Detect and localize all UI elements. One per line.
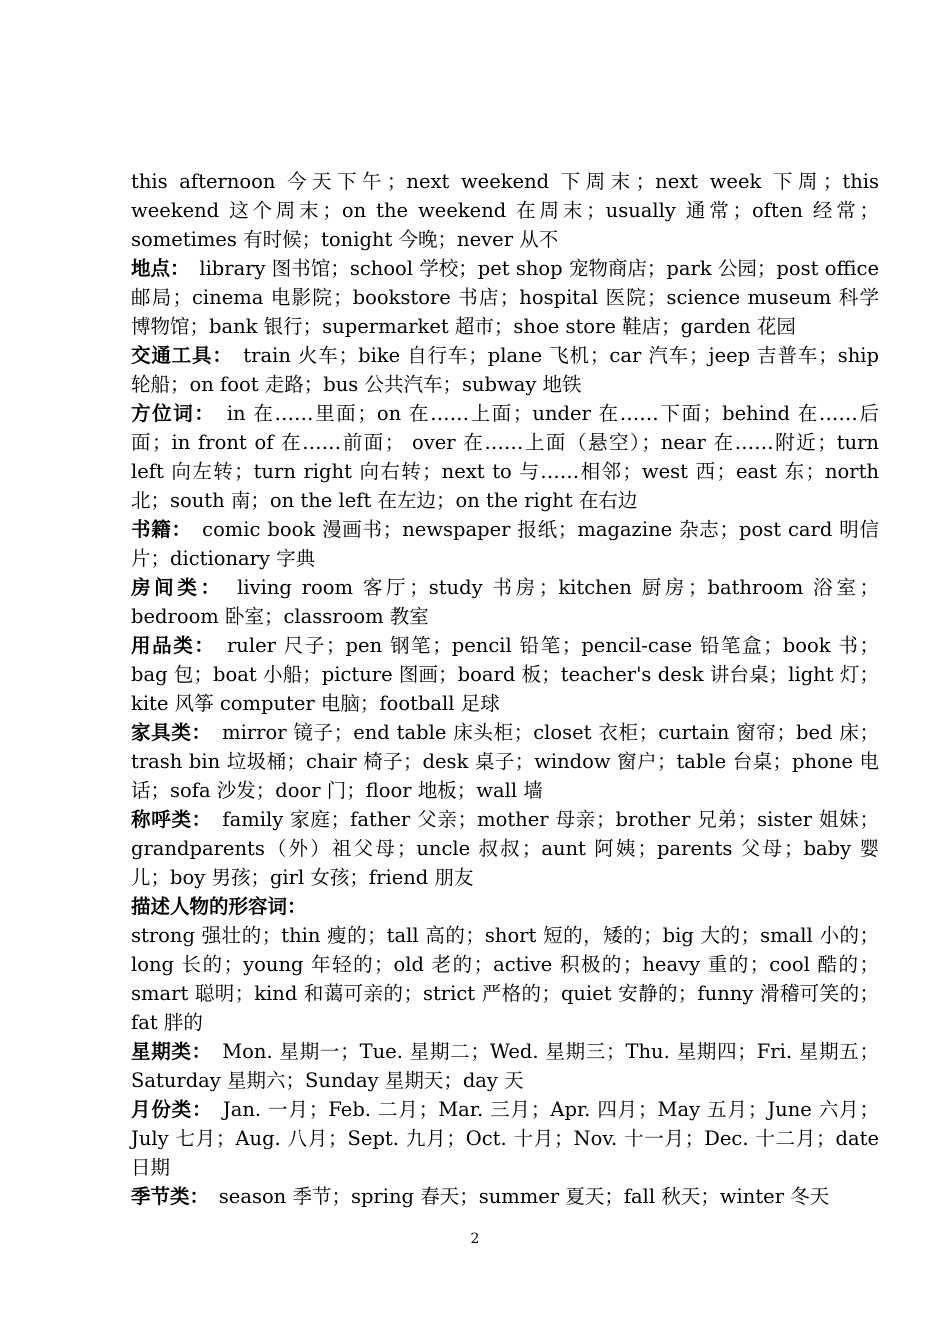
category-label: 月份类： (131, 1098, 203, 1121)
paragraph-text: train 火车；bike 自行车；plane 飞机；car 汽车；jeep 吉普车；ship 轮船；on foot 走路；bus 公共汽车；subway 地铁 (131, 344, 879, 396)
category-label: 房间类： (131, 576, 214, 599)
paragraph-adjectives-heading (131, 892, 879, 921)
paragraph-text: living room 客厅；study 书房；kitchen 厨房；bathroom 浴室；bedroom 卧室；classroom 教室 (131, 576, 879, 628)
paragraph-adjectives (131, 921, 879, 1037)
paragraph-seasons (131, 1182, 879, 1211)
paragraph-text: ruler 尺子；pen 钢笔；pencil 铅笔；pencil-case 铅笔盒；book 书；bag 包；boat 小船；picture 图画；board 板；teacher's desk 讲台桌；light 灯；kite 风筝 computer 电脑；football 足球 (131, 634, 879, 715)
category-label: 描述人物的形容词： (131, 895, 307, 918)
category-label: 交通工具： (131, 344, 223, 367)
paragraph-books (131, 515, 879, 573)
paragraph-furniture (131, 718, 879, 805)
paragraph-transport (131, 341, 879, 399)
paragraph-text: season 季节；spring 春天；summer 夏天；fall 秋天；winter 冬天 (199, 1185, 830, 1208)
paragraph-months (131, 1095, 879, 1182)
paragraph-supplies (131, 631, 879, 718)
paragraph-time-words (131, 167, 879, 254)
category-label: 地点： (131, 257, 180, 280)
paragraph-text: in 在……里面；on 在……上面；under 在……下面；behind 在……后面；in front of 在……前面； over 在……上面（悬空）；near 在……附近；turn left 向左转；turn right 向右转；next to 与……相邻；west 西；east 东；north 北；south 南；on the left 在左边；on the right 在右边 (131, 402, 879, 512)
paragraph-weekdays (131, 1037, 879, 1095)
document-page (131, 167, 879, 1211)
category-label: 季节类： (131, 1185, 200, 1208)
page-number: 2 (470, 1231, 480, 1247)
paragraph-text: strong 强壮的；thin 瘦的；tall 高的；short 短的，矮的；big 大的；small 小的；long 长的；young 年轻的；old 老的；active 积极的；heavy 重的；cool 酷的；smart 聪明；kind 和蔼可亲的；strict 严格的；quiet 安静的；funny 滑稽可笑的；fat 胖的 (131, 924, 879, 1034)
paragraph-directions (131, 399, 879, 515)
category-label: 称呼类： (131, 808, 203, 831)
paragraph-text: Mon. 星期一；Tue. 星期二；Wed. 星期三；Thu. 星期四；Fri. 星期五；Saturday 星期六；Sunday 星期天；day 天 (131, 1040, 879, 1092)
category-label: 家具类： (131, 721, 202, 744)
paragraph-text: mirror 镜子；end table 床头柜；closet 衣柜；curtain 窗帘；bed 床；trash bin 垃圾桶；chair 椅子；desk 桌子；window 窗户；table 台桌；phone 电话；sofa 沙发；door 门；floor 地板；wall 墙 (131, 721, 879, 802)
category-label: 书籍： (131, 518, 182, 541)
category-label: 星期类： (131, 1040, 203, 1063)
paragraph-text: Jan. 一月；Feb. 二月；Mar. 三月；Apr. 四月；May 五月；June 六月；July 七月；Aug. 八月；Sept. 九月；Oct. 十月；Nov. 十一月；Dec. 十二月；date 日期 (131, 1098, 879, 1179)
paragraph-rooms (131, 573, 879, 631)
paragraph-text: library 图书馆；school 学校；pet shop 宠物商店；park 公园；post office 邮局；cinema 电影院；bookstore 书店；hospital 医院；science museum 科学博物馆；bank 银行；supermarket 超市；shoe store 鞋店；garden 花园 (131, 257, 879, 338)
paragraph-text: family 家庭；father 父亲；mother 母亲；brother 兄弟；sister 姐妹；grandparents（外）祖父母；uncle 叔叔；aunt 阿姨；parents 父母；baby 婴儿；boy 男孩；girl 女孩；friend 朋友 (131, 808, 879, 889)
paragraph-places (131, 254, 879, 341)
paragraph-text: comic book 漫画书；newspaper 报纸；magazine 杂志；post card 明信片；dictionary 字典 (131, 518, 879, 570)
paragraph-family (131, 805, 879, 892)
paragraph-text: this afternoon 今天下午；next weekend 下周末；next week 下周；this weekend 这个周末；on the weekend 在周末；usually 通常；often 经常；sometimes 有时候；tonight 今晚；never 从不 (131, 170, 879, 251)
category-label: 用品类： (131, 634, 206, 657)
category-label: 方位词： (131, 402, 206, 425)
